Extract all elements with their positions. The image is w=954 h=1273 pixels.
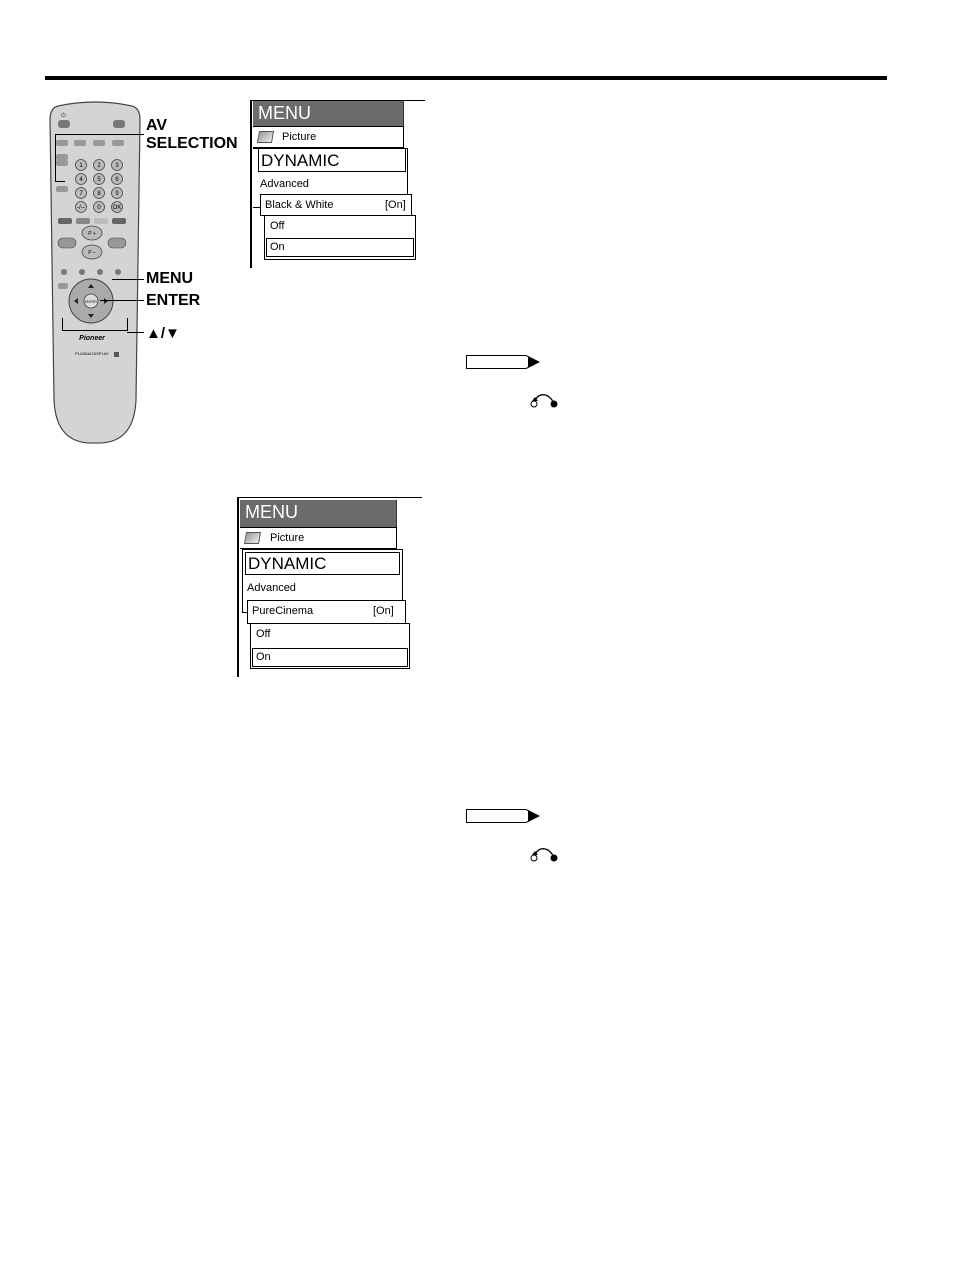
menu-label: MENU <box>146 270 194 287</box>
osd-menu-title: MENU <box>253 101 404 126</box>
return-arrow-icon <box>530 846 558 862</box>
remote-control <box>48 100 143 445</box>
svg-text:OK: OK <box>112 205 122 211</box>
power-button <box>58 120 70 128</box>
svg-text:0: 0 <box>97 205 101 211</box>
svg-text:1: 1 <box>79 163 83 169</box>
svg-text:PLASMA DISPLAY: PLASMA DISPLAY <box>75 351 109 356</box>
svg-text:⏻: ⏻ <box>61 113 66 119</box>
svg-text:P +: P + <box>88 231 96 237</box>
svg-text:-/--: -/-- <box>77 205 85 211</box>
top-rule <box>45 76 887 80</box>
osd-setting-value: [On] <box>385 199 406 211</box>
picture-icon <box>244 532 261 544</box>
svg-text:P –: P – <box>88 250 96 256</box>
osd-setting-label: PureCinema <box>252 605 314 617</box>
osd-setting-label: Black & White <box>265 199 334 211</box>
svg-text:ENTER: ENTER <box>85 300 97 304</box>
picture-icon <box>257 131 274 143</box>
svg-text:2: 2 <box>97 163 101 169</box>
osd-menu-title: MENU <box>240 500 397 527</box>
osd-option-off: Off <box>256 628 271 640</box>
osd-advanced: Advanced <box>247 582 296 594</box>
av-selection-label: AV SELECTION <box>146 117 238 152</box>
up-down-arrows-label: ▲/▼ <box>146 325 180 342</box>
osd-option-off: Off <box>270 220 285 232</box>
svg-text:3: 3 <box>115 163 119 169</box>
osd-picture-label: Picture <box>270 532 305 544</box>
return-arrow-icon <box>530 392 558 408</box>
osd-purecinema <box>237 497 422 677</box>
osd-black-white <box>250 100 425 268</box>
svg-text:9: 9 <box>115 191 119 197</box>
osd-option-on: On <box>270 241 285 253</box>
svg-text:6: 6 <box>115 177 119 183</box>
osd-picture-label: Picture <box>282 131 317 143</box>
svg-text:8: 8 <box>97 191 101 197</box>
osd-mode: DYNAMIC <box>261 151 340 170</box>
osd-advanced: Advanced <box>260 178 309 190</box>
osd-mode: DYNAMIC <box>248 554 327 573</box>
svg-text:4: 4 <box>79 177 83 183</box>
svg-text:7: 7 <box>79 191 83 197</box>
osd-setting-value: [On] <box>373 605 394 617</box>
osd-option-on: On <box>256 651 271 663</box>
svg-text:5: 5 <box>97 177 101 183</box>
note-arrow-icon <box>466 809 540 823</box>
enter-label: ENTER <box>146 292 201 309</box>
svg-text:Pioneer: Pioneer <box>79 335 105 342</box>
input-button <box>113 120 125 128</box>
note-arrow-icon <box>466 355 540 369</box>
